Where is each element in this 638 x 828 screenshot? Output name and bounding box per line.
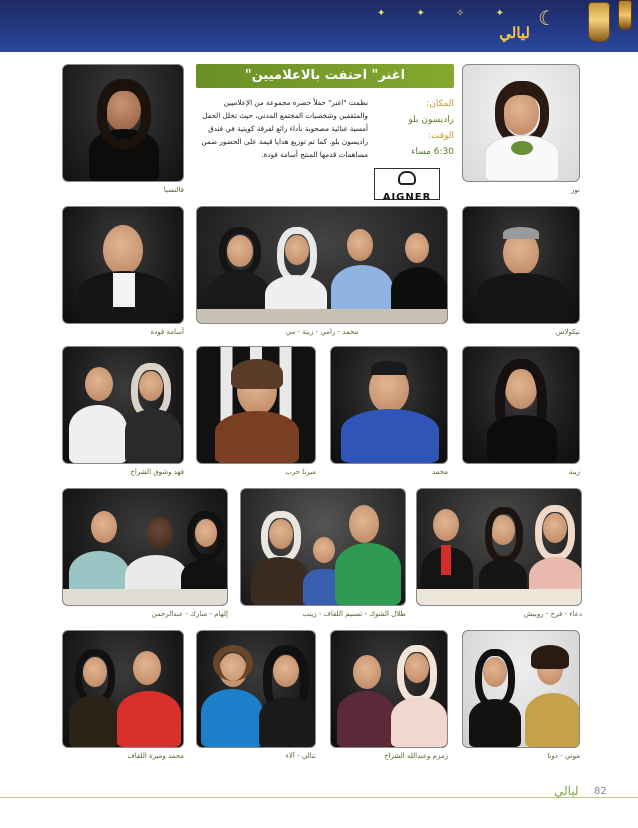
- aigner-horseshoe-icon: [398, 171, 416, 185]
- header-brand: ليالي: [499, 24, 530, 42]
- caption-zamzam-abdullah: زمزم وعبدالله الشراح: [384, 752, 448, 760]
- place-value: راديسون بلو: [408, 115, 454, 125]
- photo-nicolas: [462, 206, 580, 324]
- caption-natalie-alaa: نتالي - آلاء: [285, 752, 316, 760]
- photo-noor: [462, 64, 580, 182]
- photo-valencia: [62, 64, 184, 182]
- photo-doaa-group: [416, 488, 582, 606]
- caption-talal-group: طلال الشوك - تسنيم اللقاف - زينب: [302, 610, 406, 618]
- caption-mohammed-mira: محمد وميرة اللقاف: [127, 752, 184, 760]
- footer-divider: [0, 797, 638, 798]
- caption-mony-dona: موني - دونا: [547, 752, 580, 760]
- magazine-header: [0, 0, 638, 52]
- photo-zeina: [462, 346, 580, 464]
- caption-fahad-shouq: فهد وشوق الشراح: [130, 468, 184, 476]
- photo-natalie-alaa: [196, 630, 316, 748]
- time-label: الوقت:: [427, 131, 454, 141]
- photo-mony-dona: [462, 630, 580, 748]
- aigner-wordmark: AIGNER: [382, 192, 432, 203]
- photo-group-four: [196, 206, 448, 324]
- crescent-moon-icon: ☾: [538, 6, 556, 30]
- photo-osama-fouda: [62, 206, 184, 324]
- caption-elham-group: إلهام - مبارك - عبدالرحمن: [151, 610, 228, 618]
- photo-zamzam-abdullah: [330, 630, 448, 748]
- place-label: المكان:: [426, 99, 454, 109]
- caption-zeina: زينة: [568, 468, 580, 476]
- lantern-small-icon: [618, 0, 632, 30]
- article-body: نظمت "اغنر" حفلاً حضره مجموعة من الإعلاميين والمثقفين وشخصيات المجتمع المدني، حيث تخلل الحفل أمسية غنائية مصحوبة بأداء رائع لفرقة كويتية في فندق راديسون بلو. كما تم توزيع هدايا قيمة على الحضور ضمن مساهمات قدمها المنتج أسامة فودة.: [201, 98, 368, 159]
- event-info: [378, 96, 454, 160]
- lantern-icon: [588, 2, 610, 42]
- caption-osama-fouda: أسامة فودة: [150, 328, 184, 336]
- photo-elham-group: [62, 488, 228, 606]
- photo-talal-group: [240, 488, 406, 606]
- caption-nicolas: نيكولاس: [555, 328, 580, 336]
- stars-decoration-icon: ✦ ✦ ✧ ✦: [376, 8, 518, 19]
- aigner-logo: [374, 168, 440, 203]
- page-number: 82: [594, 786, 607, 797]
- footer-brand: ليالي: [554, 784, 579, 798]
- caption-doaa-group: دعاء - فرح - روبيش: [523, 610, 582, 618]
- caption-mohammed: محمد: [432, 468, 448, 476]
- photo-mohammed-mira: [62, 630, 184, 748]
- caption-valencia: فالنسيا: [163, 186, 184, 194]
- photo-fahad-shouq: [62, 346, 184, 464]
- caption-noor: نور: [571, 186, 580, 194]
- photo-mohammed: [330, 346, 448, 464]
- caption-mirna-harb: ميرنا حرب: [285, 468, 316, 476]
- time-value: 6:30 مساء: [411, 147, 454, 157]
- article-title: "اغنر" احتفت بالاعلاميين: [196, 64, 454, 88]
- caption-group-four: محمد - رامي - زينة - مي: [285, 328, 359, 336]
- photo-mirna-harb: [196, 346, 316, 464]
